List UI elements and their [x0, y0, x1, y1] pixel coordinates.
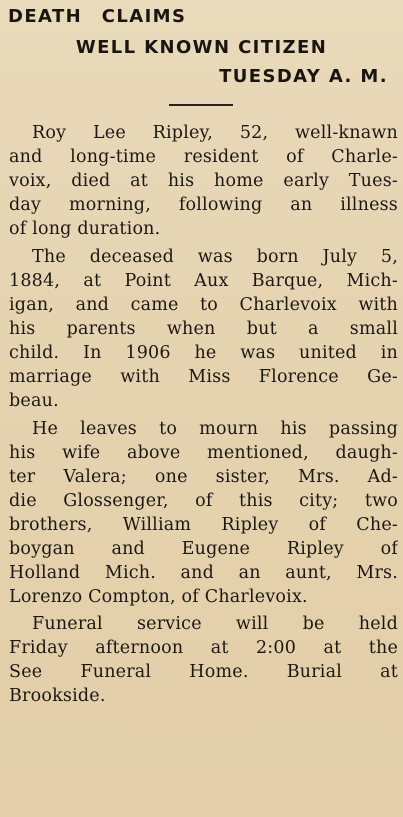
- body-line: Friday afternoon at 2:00 at the: [9, 638, 398, 658]
- body-line: child. In 1906 he was united in: [9, 343, 398, 363]
- body-line: of long duration.: [9, 219, 161, 239]
- headline-line-1: DEATH CLAIMS: [8, 6, 187, 27]
- headline-line-3: TUESDAY A. M.: [219, 66, 388, 87]
- body-line: See Funeral Home. Burial at: [9, 662, 398, 682]
- headline-line-2: WELL KNOWN CITIZEN: [75, 37, 328, 58]
- body-line: his parents when but a small: [9, 319, 398, 339]
- body-line: beau.: [9, 391, 59, 411]
- body-line: Roy Lee Ripley, 52, well-knawn: [32, 123, 398, 143]
- body-line: brothers, William Ripley of Che-: [9, 515, 398, 535]
- body-line: and long-time resident of Charle-: [9, 147, 398, 167]
- body-line: voix, died at his home early Tues-: [9, 171, 398, 191]
- body-line: The deceased was born July 5,: [32, 247, 398, 267]
- body-line: igan, and came to Charlevoix with: [9, 295, 398, 315]
- body-line: He leaves to mourn his passing: [32, 419, 398, 439]
- body-line: day morning, following an illness: [9, 195, 398, 215]
- body-line: die Glossenger, of this city; two: [9, 491, 398, 511]
- body-line: Lorenzo Compton, of Charlevoix.: [9, 587, 308, 607]
- body-line: his wife above mentioned, daugh-: [9, 443, 398, 463]
- body-line: Holland Mich. and an aunt, Mrs.: [9, 563, 398, 583]
- headline-divider: [169, 104, 233, 106]
- body-line: boygan and Eugene Ripley of: [9, 539, 398, 559]
- body-line: Brookside.: [9, 686, 106, 706]
- body-line: 1884, at Point Aux Barque, Mich-: [9, 271, 398, 291]
- body-line: ter Valera; one sister, Mrs. Ad-: [9, 467, 398, 487]
- body-line: Funeral service will be held: [32, 614, 398, 634]
- body-line: marriage with Miss Florence Ge-: [9, 367, 398, 387]
